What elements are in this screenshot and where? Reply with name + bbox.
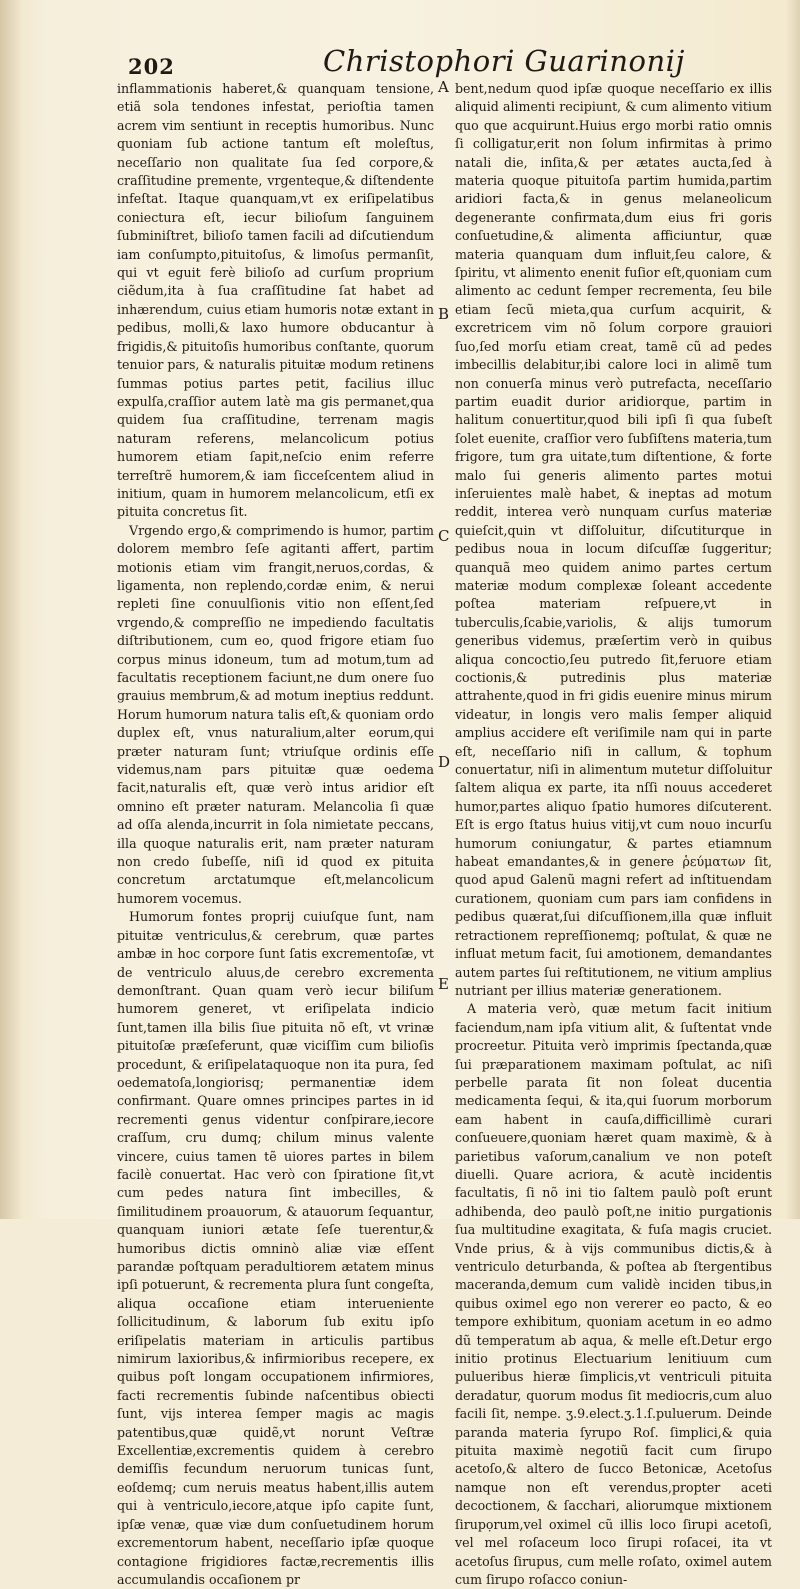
margin-marker-b: B	[438, 305, 450, 323]
margin-marker-c: C	[438, 527, 450, 545]
paragraph: A materia verò, quæ metum facit initium faciendum,nam ipſa vitium alit, & ſuſtentat vnde procreetur. Pituita verò imprimis ſpectanda,quæ ſui præparationem maximam poſtulat, ac niſi perbelle parata ſit non ſoleat ducentia medicamenta ſequi, & ita,qui ſuorum morborum eam habent in cauſa,difficillimè curari conſueuere,quoniam hæret quam maximè, & à parietibus vaſorum,canalium ve non poteſt diuelli. Quare acriora, & acutè incidentis facultatis, ſi nõ ini tio ſaltem paulò poſt erunt adhibenda, deo paulò poſt,ne initio purgationis ſua multitudine exagitata, & fuſa magis cruciet. Vnde prius, & à vijs communibus dictis,& à ventriculo deturbanda, & poſtea ab ſtergentibus maceranda,demum cum validè inciden tibus,in quibus oximel ego non vererer eo pacto, & eo tempore exhibitum, quoniam acetum in eo admo dũ temperatum ab aqua, & melle eſt.Detur ergo initio protinus Electuarium lenitiuum cum pulueribus hieræ ſimplicis,vt ventriculi pituita deradatur, quorum modus ſit mediocris,cum aluo facili ſit, nempe. ʒ.9.elect.ʒ.1.ſ.puluerum. Deinde paranda materia ſyrupo Roſ. ſimplici,& quia pituita maximè negotiũ facit cum ſirupo acetoſo,& altero de ſucco Betonicæ, Acetoſus namque non eſt verendus,propter aceti decoctionem, & ſacchari, aliorumque mixtionem ſirupọrum,vel oximel cũ illis loco ſirupi acetoſi, vel mel roſaceum loco ſirupi roſacei, ita vt acetoſus ſirupus, cum melle roſato, oximel autem cum ſirupo roſacco coniun-	[455, 1001, 772, 1587]
margin-marker-e: E	[438, 975, 449, 993]
page-gutter-shadow	[0, 0, 22, 1219]
paragraph: Humorum fontes proprij cuiuſque ſunt, nam pituitæ ventriculus,& cerebrum, quæ partes ambæ in hoc corpore ſunt ſatis excrementoſæ, vt de ventriculo aluus,de cerebro excrementa demonſtrant. Quan quam verò iecur biliſum humorem generet, vt eriſipelata indicio ſunt,tamen illa bilis ſiue pituita nõ eſt, vt vrinæ pituitoſæ præſeferunt, quæ viciſſim cum bilioſis procedunt, & eriſipelataquoque non ita pura, ſed oedematoſa,longiorisq; permanentiæ idem confirmant. Quare omnes principes partes in id recrementi genus videntur conſpirare,iecore craſſum, cru dumq; chilum minus valente vincere, cuius tamen tẽ uiores partes in bilem facilè conuertat. Hac verò con ſpiratione ſit,vt cum pedes natura ſint imbecilles, & ſimilitudinem proauorum, & atauorum ſequantur, quanquam iuniori ætate ſeſe tuerentur,& humoribus dictis omninò aliæ viæ eſſent parandæ poſtquam peradultiorem ætatem minus ipſi potuerunt, & recrementa plura ſunt congeſta, aliqua occaſione etiam interueniente ſollicitudinum, & laborum ſub exitu ipſo eriſipelatis materiam in articulis partibus nimirum laxioribus,& infirmioribus recepere, ex quibus poſt longam occupationem infirmiores, facti recrementis ſubinde naſcentibus obiecti ſunt, vijs interea ſemper magis ac magis patentibus,quæ quidẽ,vt norunt Veſtræ Excellentiæ,excrementis quidem à cerebro demiſſis fecundum neruorum tunicas ſunt, eoſdemq; cum neruis meatus habent,illis autem qui à ventriculo,iecore,atque ipſo capite ſunt, ipſæ venæ, quæ viæ dum conſuetudinem horum excrementorum habent, neceſſario ipſæ quoque contagione frigidiores factæ,recrementis illis accumulandis occaſionem pr	[117, 909, 434, 1587]
paragraph: inflammationis haberet,& quanquam tensione, etiã sola tendones infestat, perioſtia tamen acrem vim sentiunt in receptis humoribus. Nunc quoniam ſub actione tantum eſt moleſtus, neceſſario non qualitate ſua ſed corpore,& craſſitudine premente, vrgenteque,& diſtendente infeſtat. Itaque quanquam,vt ex eriſipelatibus coniectura eſt, iecur bilioſum ſanguinem ſubminiſtret, bilioſo tamen facili ad diſcutiendum iam conſumpto,pituitoſus, & limoſus permanſit, qui vt eguit ferè bilioſo ad curſum proprium ciẽdum,ita à ſua craſſitudine ſat habet ad inhærendum, cuius etiam humoris notæ extant in pedibus, molli,& laxo humore obducantur à frigidis,& pituitoſis humoribus conſtante, quorum tenuior pars, & naturalis pituitæ modum retinens ſummas potius partes petit, facilius illuc expulſa,craſſior autem latè ma gis permanet,qua quidem ſua craſſitudine, terrenam magis naturam referens, melancolicum potius humorem etiam ſapit,neſcio enim referre terreſtrẽ humorem,& iam ſicceſcentem aliud in initium, quam in humorem melancolicum, etſi ex pituita concretus ſit.	[117, 81, 435, 520]
margin-marker-d: D	[438, 753, 451, 771]
page-number: 202	[128, 54, 175, 79]
page-edge-shadow	[786, 0, 800, 1219]
running-title: Christophori Guarinonij	[323, 44, 685, 78]
left-text-column	[117, 80, 435, 1587]
paragraph: bent,nedum quod ipſæ quoque neceſſario ex illis aliquid alimenti recipiunt, & cum alimento vitium quo que acquirunt.Huius ergo morbi ratio omnis ſi colligatur,erit non ſolum infirmitas à primo natali die, inſita,& per ætates aucta,ſed à materia quoque pituitoſa partim humida,partim aridiori facta,& in genus melaneolicum degenerante confirmata,dum eius fri goris conſuetudine,& alimenta afficiuntur, quæ materia quanquam dum influit,ſeu calore, & ſpiritu, vt alimento enenit fuſior eſt,quoniam cum alimento ac cedunt ſemper recrementa, ſeu bile etiam ſecũ mieta,qua curſum acquirit, & excretricem vim nõ ſolum corpore grauiori ſuo,ſed morſu etiam creat, tamẽ cũ ad pedes imbecillis delabitur,ibi calore loci in alimẽ tum non conuerſa minus verò putrefacta, neceſſario partim euadit durior aridiorque, partim in halitum conuertitur,quod bili ipſi ſi qua ſubeſt ſolet euenite, craſſior vero ſubſiſtens materia,tum frigore, tum gra uitate,tum diſtentione, & forte malo ſui generis alimento partes motui inſeruientes malè habet, & ineptas ad motum reddit, interea verò nunquam curſus materiæ quieſcit,quin vt diſſoluitur, diſcutiturque in pedibus noua in locum diſcuſſæ ſuggeritur; quanquã meo quidem animo partes certum materiæ modum complexæ ſoleant accedente poſtea materiam reſpuere,vt in tuberculis,ſcabie,variolis, & alijs tumorum generibus videmus, præſertim verò in quibus aliqua concoctio,ſeu putredo ſit,feruore etiam coctionis,& putredinis plus materiæ attrahente,quod in fri gidis euenire minus mirum videatur, in longis vero malis ſemper aliquid amplius accidere eſt veriſimile nam qui in parte eſt, neceſſario niſi in callum, & tophum conuertatur, niſi in alimentum mutetur diſſoluitur ſaltem aliqua ex parte, ita nſſi nouus accederet humor,partes aliquo ſpatio humores diſcuterent. Eſt is ergo ſtatus huius vitij,vt cum nouo incurſu humorum coniungatur, & partes etiamnum habeat emandantes,& in genere ῥεύματων ſit, quod apud Galenũ magni refert ad inſtituendam curationem, quoniam cum pars iam confidens in pedibus quærat,ſui diſcuſſionem,illa quæ influit retractionem repreſſionemq; poſtulat, & quæ ne influat metum facit, ſui amotionem, demandantes autem partes ſui reſtitutionem, ne vitium amplius nutriant per illius materiæ generationem.	[455, 81, 772, 998]
right-text-column	[455, 80, 772, 1587]
margin-marker-a: A	[438, 78, 449, 96]
paragraph: Vrgendo ergo,& comprimendo is humor, partim dolorem membro ſeſe agitanti affert, partim motionis etiam vim frangit,neruos,cordas, & ligamenta, non replendo,cordæ enim, & nerui repleti ſine conuulſionis vitio non eſſent,ſed vrgendo,& compreſſio ne impediendo facultatis diſtributionem, cum eo, quod frigore etiam ſuo corpus minus idoneum, tum ad motum,tum ad facultatis receptionem faciunt,ne dum onere ſuo grauius membrum,& ad motum ineptius reddunt. Horum humorum natura talis eſt,& quoniam ordo duplex eſt, vnus naturalium,alter eorum,qui præter naturam ſunt; vtriuſque ordinis eſſe videmus,nam pars pituitæ quæ oedema facit,naturalis eſt, quæ verò intus aridior eſt omnino eſt præter naturam. Melancolia ſi quæ ad oſſa alenda,incurrit in ſola nimietate peccans, illa quoque naturalis erit, nam præter naturam non credo ſubeſſe, niſi id quod ex pituita concretum arctatumque eſt,melancolicum humorem vocemus.	[117, 522, 434, 906]
